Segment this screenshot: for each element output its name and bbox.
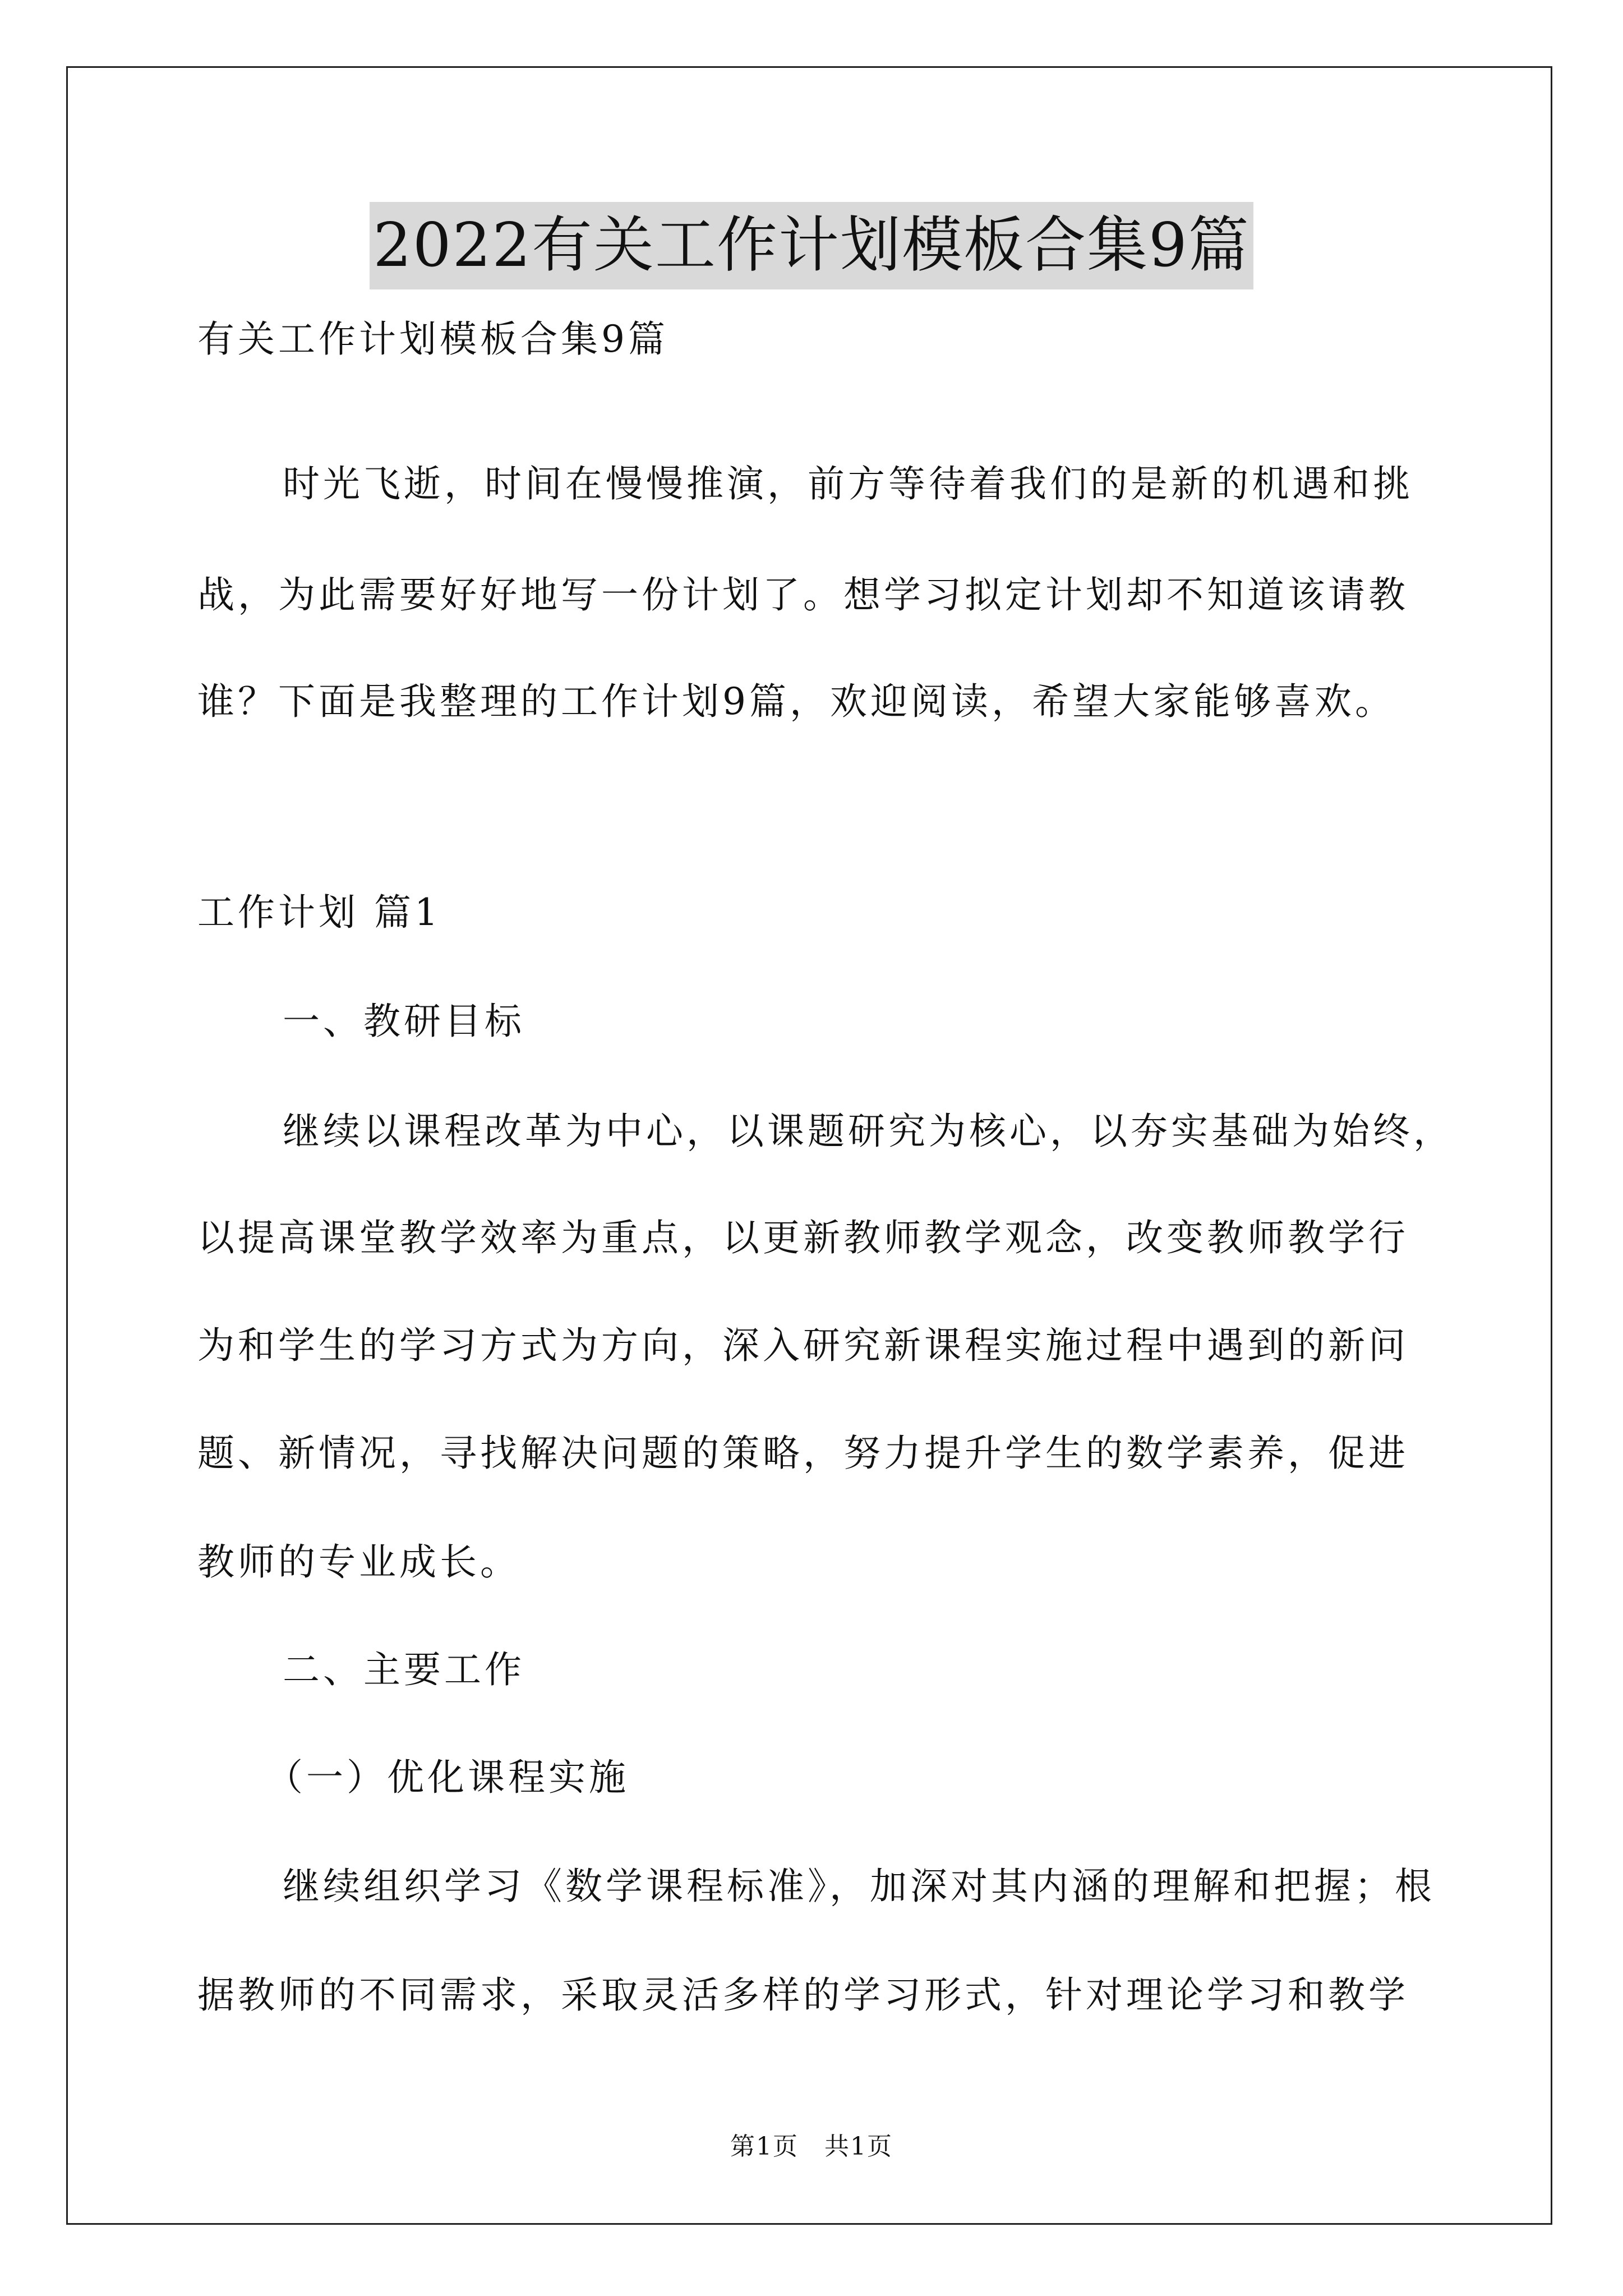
paragraph-line: 教师的专业成长。 bbox=[197, 1540, 520, 1584]
intro-line: 时光飞逝，时间在慢慢推演，前方等待着我们的是新的机遇和挑 bbox=[283, 462, 1413, 505]
intro-line: 战，为此需要好好地写一份计划了。想学习拟定计划却不知道该请教 bbox=[197, 573, 1409, 616]
document-title: 2022有关工作计划模板合集9篇 bbox=[370, 202, 1253, 289]
section-heading: 工作计划 篇1 bbox=[197, 891, 441, 934]
paragraph-line: 题、新情况，寻找解决问题的策略，努力提升学生的数学素养，促进 bbox=[197, 1432, 1409, 1475]
page-footer: 第1页 共1页 bbox=[730, 2132, 893, 2161]
intro-line: 谁？下面是我整理的工作计划9篇，欢迎阅读，希望大家能够喜欢。 bbox=[197, 680, 1395, 723]
paragraph-line: 为和学生的学习方式为方向，深入研究新课程实施过程中遇到的新问 bbox=[197, 1324, 1409, 1367]
title-container bbox=[0, 202, 1623, 289]
heading-main-work: 二、主要工作 bbox=[283, 1648, 525, 1691]
paragraph-line: 以提高课堂教学效率为重点，以更新教师教学观念，改变教师教学行 bbox=[197, 1216, 1409, 1259]
paragraph-line: 据教师的不同需求，采取灵活多样的学习形式，针对理论学习和教学 bbox=[197, 1973, 1409, 2017]
document-subtitle: 有关工作计划模板合集9篇 bbox=[197, 318, 668, 361]
paragraph-line: 继续以课程改革为中心，以课题研究为核心，以夯实基础为始终， bbox=[283, 1110, 1454, 1153]
paragraph-line: 继续组织学习《数学课程标准》，加深对其内涵的理解和把握；根 bbox=[283, 1865, 1435, 1908]
subheading-course: （一）优化课程实施 bbox=[266, 1756, 629, 1799]
heading-objectives: 一、教研目标 bbox=[283, 1000, 525, 1043]
